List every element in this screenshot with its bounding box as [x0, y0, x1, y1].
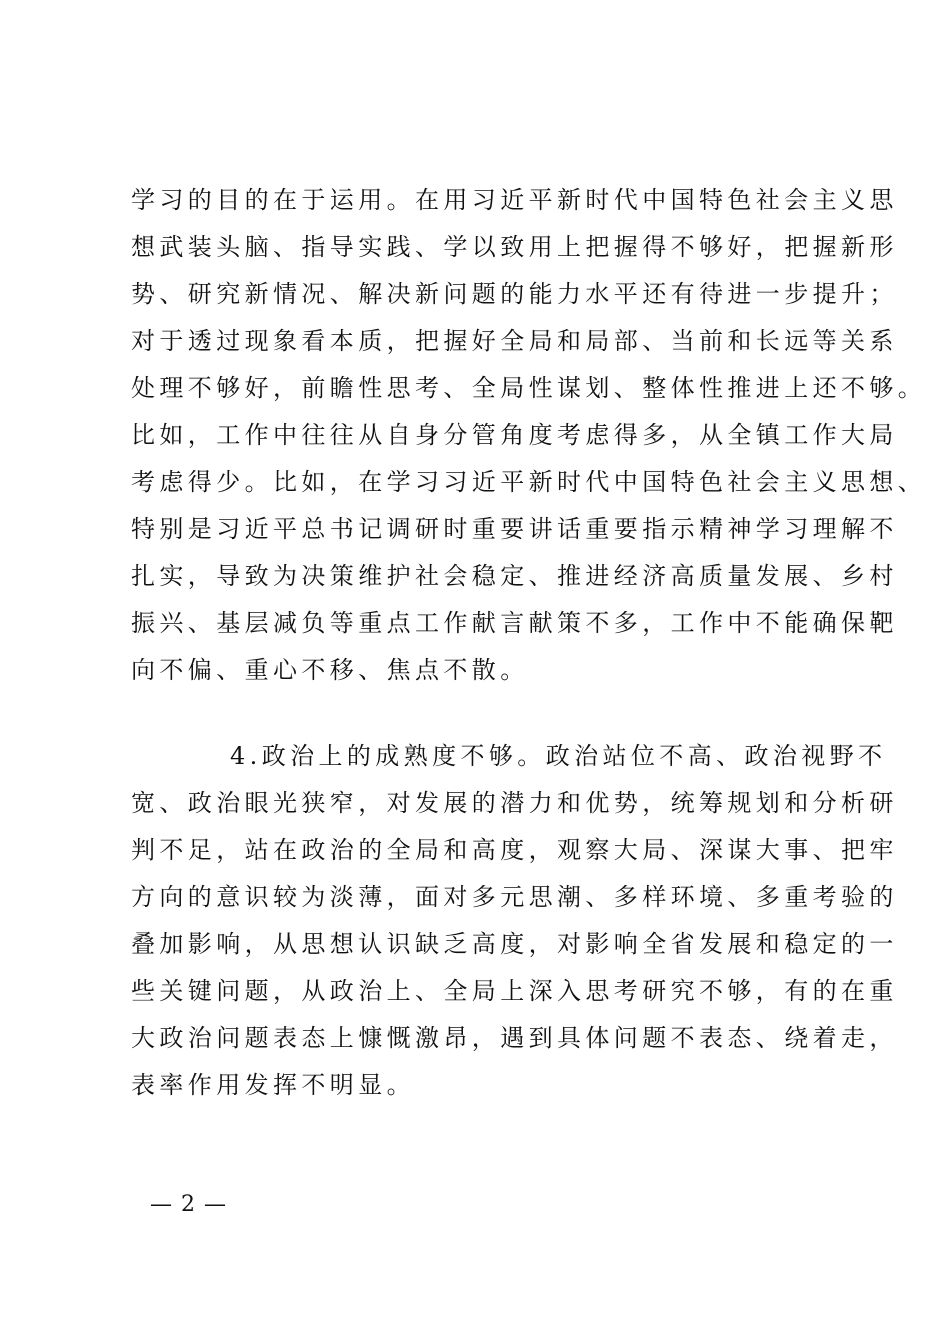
- paragraph-2-line: 判不足，站在政治的全局和高度，观察大局、深谋大事、把牢: [131, 836, 898, 864]
- paragraph-2-line: 表率作用发挥不明显。: [131, 1071, 415, 1099]
- paragraph-1-line: 处理不够好，前瞻性思考、全局性谋划、整体性推进上还不够。: [131, 374, 927, 402]
- paragraph-2-line: 叠加影响，从思想认识缺乏高度，对影响全省发展和稳定的一: [131, 930, 898, 958]
- paragraph-1-line: 向不偏、重心不移、焦点不散。: [131, 656, 529, 684]
- paragraph-2-line: 大政治问题表态上慷慨激昂，遇到具体问题不表态、绕着走，: [131, 1024, 898, 1052]
- paragraph-1-line: 学习的目的在于运用。在用习近平新时代中国特色社会主义思: [131, 186, 898, 214]
- paragraph-2-line: 宽、政治眼光狭窄，对发展的潜力和优势，统筹规划和分析研: [131, 789, 898, 817]
- paragraph-1-line: 对于透过现象看本质，把握好全局和局部、当前和长远等关系: [131, 327, 898, 355]
- paragraph-1-line: 势、研究新情况、解决新问题的能力水平还有待进一步提升；: [131, 280, 898, 308]
- paragraph-2-line: 些关键问题，从政治上、全局上深入思考研究不够，有的在重: [131, 977, 898, 1005]
- paragraph-1-line: 扎实，导致为决策维护社会稳定、推进经济高质量发展、乡村: [131, 562, 898, 590]
- paragraph-1-line: 想武装头脑、指导实践、学以致用上把握得不够好，把握新形: [131, 233, 898, 261]
- paragraph-1-line: 比如，工作中往往从自身分管角度考虑得多，从全镇工作大局: [131, 421, 898, 449]
- paragraph-1-line: 特别是习近平总书记调研时重要讲话重要指示精神学习理解不: [131, 515, 898, 543]
- paragraph-2-first-line: 4.政治上的成熟度不够。政治站位不高、政治视野不: [230, 742, 887, 770]
- page-number: — 2 —: [150, 1192, 227, 1217]
- paragraph-1-line: 考虑得少。比如，在学习习近平新时代中国特色社会主义思想、: [131, 468, 927, 496]
- paragraph-2-line: 方向的意识较为淡薄，面对多元思潮、多样环境、多重考验的: [131, 883, 898, 911]
- paragraph-1-line: 振兴、基层减负等重点工作献言献策不多，工作中不能确保靶: [131, 609, 898, 637]
